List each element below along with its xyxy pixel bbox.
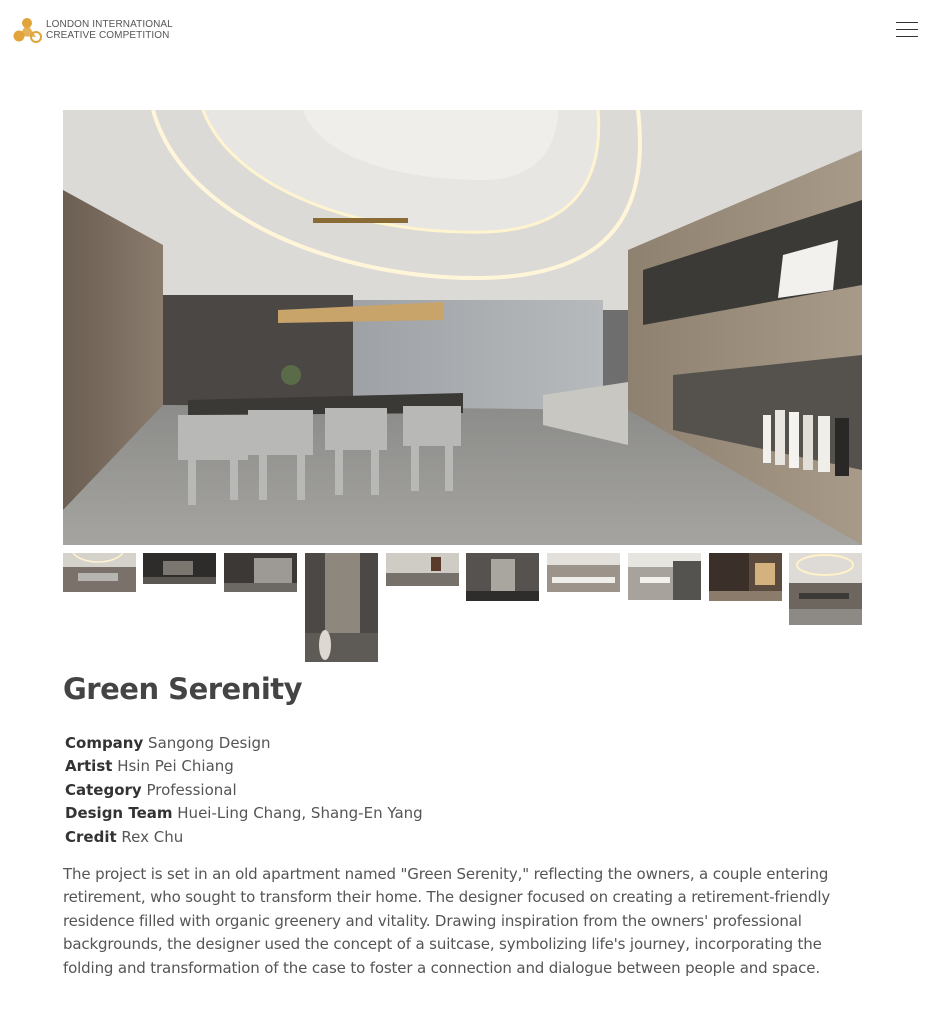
gallery-thumbnail[interactable] xyxy=(143,553,216,584)
thumbnail-image xyxy=(143,553,216,584)
meta-value: Huei-Ling Chang, Shang-En Yang xyxy=(177,804,423,823)
thumbnail-image xyxy=(224,553,297,592)
site-logo[interactable] xyxy=(12,16,173,44)
gallery-thumbnail[interactable] xyxy=(466,553,539,601)
hero-photo xyxy=(63,110,862,545)
gallery-thumbnail[interactable] xyxy=(547,553,620,592)
meta-artist xyxy=(65,755,423,778)
gallery-thumbnail[interactable] xyxy=(789,553,862,625)
thumbnail-image xyxy=(466,553,539,601)
meta-label: Design Team xyxy=(65,804,173,823)
thumbnail-image xyxy=(63,553,136,592)
project-title: Green Serenity xyxy=(63,672,303,706)
thumbnail-image xyxy=(628,553,701,600)
thumbnail-image xyxy=(386,553,459,586)
thumbnail-image xyxy=(789,553,862,625)
gallery-thumbnail[interactable] xyxy=(305,553,378,662)
meta-design-team xyxy=(65,802,423,825)
logo-line-1: LONDON INTERNATIONAL xyxy=(46,19,173,30)
meta-label: Artist xyxy=(65,757,113,776)
meta-value: Sangong Design xyxy=(148,734,271,752)
thumbnail-image xyxy=(305,553,378,662)
gallery-thumbnail[interactable] xyxy=(224,553,297,592)
gallery-thumbnail[interactable] xyxy=(628,553,701,600)
project-description: The project is set in an old apartment named "Green Serenity," reflecting the owners, a couple entering retirement, who sought to transform their home. The designer focused on creating a retirement-friendly residence filled with organic greenery and vitality. Drawing inspiration from the owners' professional backgrounds, the designer used the concept of a suitcase, symbolizing life's journey, incorporating the folding and transformation of the case to foster a connection and dialogue between people and space. xyxy=(63,865,831,977)
gallery-thumbnail[interactable] xyxy=(386,553,459,586)
meta-value: Rex Chu xyxy=(121,827,184,846)
meta-company xyxy=(65,732,423,755)
thumbnail-image xyxy=(547,553,620,592)
gallery-thumbnail[interactable] xyxy=(709,553,782,601)
meta-label: Category xyxy=(65,780,142,799)
meta-credit xyxy=(65,826,423,849)
meta-value: Hsin Pei Chiang xyxy=(117,757,234,776)
project-meta xyxy=(65,732,423,849)
logo-text xyxy=(46,19,173,41)
meta-value: Professional xyxy=(146,780,237,799)
gallery-thumbnail[interactable] xyxy=(63,553,136,592)
hamburger-icon[interactable] xyxy=(896,20,920,38)
meta-category xyxy=(65,779,423,802)
thumbnail-image xyxy=(709,553,782,601)
meta-label: Credit xyxy=(65,827,117,846)
hero-image[interactable] xyxy=(63,110,862,545)
meta-label: Company xyxy=(65,734,144,752)
logo-line-2: CREATIVE COMPETITION xyxy=(46,30,170,41)
logo-icon xyxy=(12,16,42,44)
